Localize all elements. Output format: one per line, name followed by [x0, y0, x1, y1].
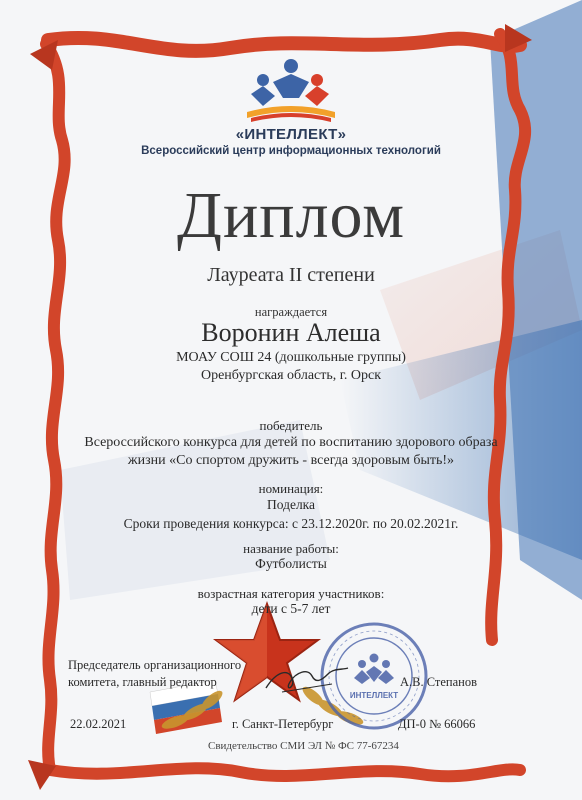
- signature: [262, 662, 352, 696]
- age-category-label: возрастная категория участников:: [197, 586, 385, 601]
- recipient-name: Воронин Алеша: [201, 318, 381, 347]
- awarded-label: награждается: [254, 305, 328, 319]
- work-title-value: Футболисты: [255, 556, 327, 571]
- recipient-region: Оренбургская область, г. Орск: [200, 368, 382, 383]
- recipient-school: МОАУ СОШ 24 (дошкольные группы): [176, 350, 406, 365]
- nomination-value: Поделка: [266, 497, 316, 512]
- contest-name-line2: жизни «Со спортом дружить - всегда здоровым быть!»: [127, 453, 455, 468]
- contest-dates: Сроки проведения конкурса: с 23.12.2020г. по 20.02.2021г.: [123, 516, 459, 531]
- issue-date: 22.02.2021: [70, 717, 127, 731]
- organization-subtitle: Всероссийский центр информационных технологий: [141, 145, 441, 157]
- signer-name: А.В. Степанов: [400, 675, 478, 689]
- media-certificate: Свидетельство СМИ ЭЛ № ФС 77-67234: [208, 740, 399, 752]
- document-number: ДП-0 № 66066: [398, 717, 476, 731]
- work-title-label: название работы:: [243, 541, 339, 556]
- intellekt-logo-icon: [243, 56, 339, 124]
- chairman-title-line1: Председатель организационного: [68, 658, 242, 672]
- age-category-value: дети с 5-7 лет: [251, 601, 331, 616]
- diploma-degree: Лауреата II степени: [207, 264, 375, 286]
- organization-name: «ИНТЕЛЛЕКТ»: [235, 126, 347, 143]
- chairman-title-line2: комитета, главный редактор: [68, 675, 217, 689]
- issue-city: г. Санкт-Петербург: [232, 717, 334, 731]
- winner-label: победитель: [259, 418, 323, 433]
- diploma-title: Диплом: [176, 179, 406, 252]
- nomination-label: номинация:: [258, 481, 324, 496]
- stamp-center-text: ИНТЕЛЛЕКТ: [349, 691, 399, 700]
- contest-name-line1: Всероссийского конкурса для детей по воспитанию здорового образа: [84, 435, 498, 450]
